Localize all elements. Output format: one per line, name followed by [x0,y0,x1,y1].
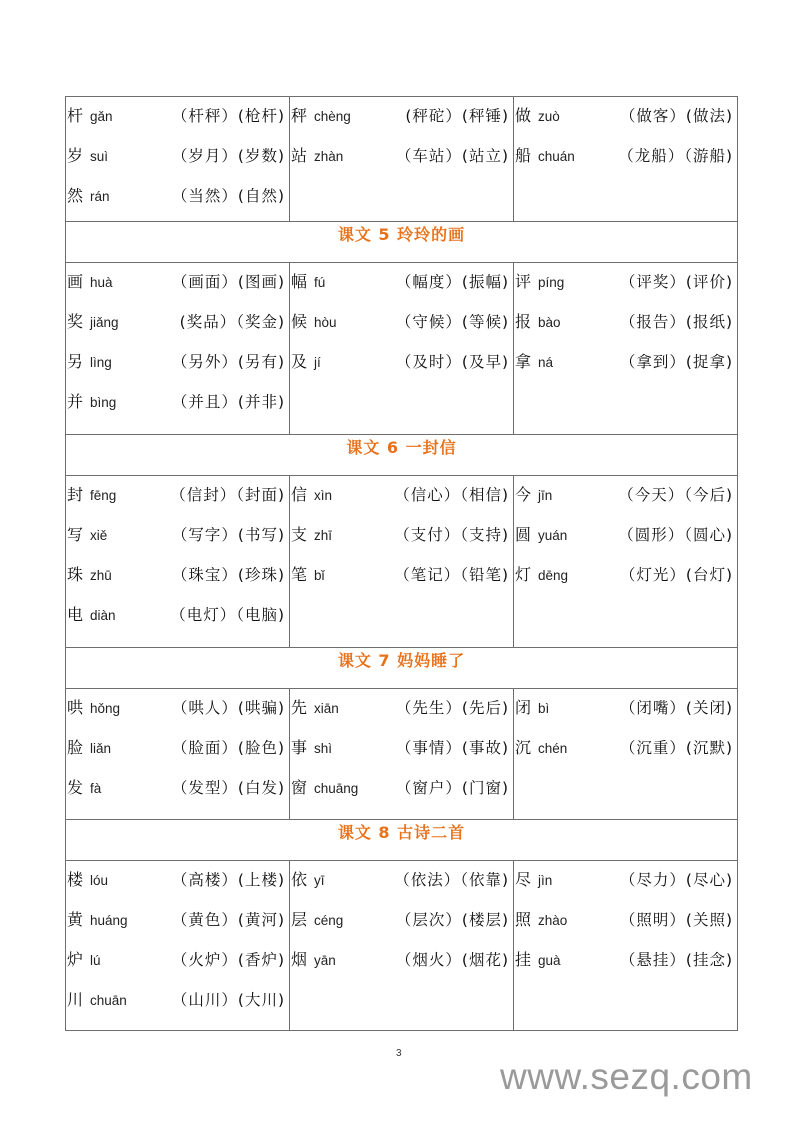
section-3-body [66,689,738,820]
character: 评 [515,272,532,291]
character: 发 [67,778,84,797]
pinyin: shì [314,741,333,756]
lesson-header [66,820,738,861]
word-examples: （今天）（今后) [618,486,733,504]
pinyin: jí [314,355,321,370]
vocab-entry [515,693,737,733]
pinyin: xiān [314,701,339,716]
word-examples: （哄人）(哄骗) [171,699,285,717]
pinyin: ná [538,355,554,370]
character: 做 [515,106,532,125]
character: 秤 [291,106,308,125]
vocab-entry [67,181,289,221]
lesson-title: 课文 8 古诗二首 [337,823,466,842]
character: 及 [291,352,308,371]
word-examples: （信封）（封面) [170,486,285,504]
section-0-body [66,97,738,222]
character: 杆 [67,106,84,125]
column-2 [290,476,514,648]
pinyin: chuāng [314,781,359,796]
vocab-entry [67,733,289,773]
vocab-entry [67,945,289,985]
pinyin: rán [90,189,110,204]
word-examples: （评奖）(评价) [619,273,733,291]
column-2 [290,97,514,222]
word-examples: (秤砣）(秤锤) [405,107,509,125]
word-examples: （龙船）（游船) [618,147,733,165]
word-examples: （脸面）(脸色) [171,739,285,757]
pinyin: lú [90,953,101,968]
vocab-entry [515,141,737,181]
lesson-title: 课文 7 妈妈睡了 [337,651,466,670]
word-examples: （当然）(自然) [171,187,285,205]
lesson-header [66,648,738,689]
word-examples: （圆形）（圆心) [618,526,733,544]
pinyin: gǎn [90,109,113,124]
pinyin: liǎn [90,741,112,756]
pinyin: hǒng [90,701,121,716]
character: 岁 [67,146,84,165]
character: 然 [67,186,84,205]
vocab-entry [291,267,513,307]
character: 照 [515,910,532,929]
pinyin: jīn [538,488,553,503]
pinyin: bìng [90,395,117,410]
word-examples: （电灯）（电脑) [170,606,285,624]
word-examples: （发型）(白发) [171,779,285,797]
column-2 [290,689,514,820]
character: 船 [515,146,532,165]
word-examples: （画面）(图画) [171,273,285,291]
character: 哄 [67,698,84,717]
pinyin: yī [314,873,325,888]
character: 并 [67,392,84,411]
vocab-entry [291,693,513,733]
vocab-entry [291,520,513,560]
vocab-entry [291,945,513,985]
character: 电 [67,605,84,624]
character: 幅 [291,272,308,291]
pinyin: chuān [90,993,127,1008]
pinyin: bào [538,315,561,330]
character: 候 [291,312,308,331]
vocab-entry [515,865,737,905]
vocab-entry [515,307,737,347]
pinyin: lìng [90,355,112,370]
word-examples: （先生）(先后) [395,699,509,717]
vocab-entry [515,347,737,387]
lesson-header [66,222,738,263]
pinyin: guà [538,953,561,968]
word-examples: （层次）(楼层) [395,911,509,929]
word-examples: （报告）(报纸) [619,313,733,331]
pinyin: suì [90,149,109,164]
character: 楼 [67,870,84,889]
vocab-entry [291,307,513,347]
vocab-entry [67,905,289,945]
character: 画 [67,272,84,291]
section-header-lesson-8 [66,820,738,861]
pinyin: xìn [314,488,333,503]
pinyin: chèng [314,109,351,124]
vocab-entry [67,347,289,387]
word-examples: （灯光）(台灯) [619,566,733,584]
character: 先 [291,698,308,717]
word-examples: （做客）(做法) [619,107,733,125]
character: 奖 [67,312,84,331]
column-3 [514,861,738,1031]
word-examples: (奖品）（奖金) [179,313,285,331]
word-examples: （岁月）(岁数) [171,147,285,165]
character: 支 [291,525,308,544]
character: 报 [515,312,532,331]
vocab-entry [291,480,513,520]
pinyin: yān [314,953,336,968]
section-header-lesson-6 [66,435,738,476]
pinyin: lóu [90,873,109,888]
character: 站 [291,146,308,165]
column-1 [66,97,290,222]
vocab-entry [67,101,289,141]
vocab-entry [67,307,289,347]
vocab-entry [515,945,737,985]
column-3 [514,689,738,820]
pinyin: huáng [90,913,128,928]
column-2 [290,861,514,1031]
vocab-entry [67,600,289,640]
pinyin: fēng [90,488,117,503]
character: 今 [515,485,532,504]
vocab-entry [67,520,289,560]
vocab-entry [67,560,289,600]
word-examples: （窗户）(门窗) [395,779,509,797]
pinyin: céng [314,913,344,928]
section-header-lesson-7 [66,648,738,689]
vocabulary-sheet [65,96,734,1031]
section-header-lesson-5 [66,222,738,263]
word-examples: （火炉）(香炉) [171,951,285,969]
column-3 [514,97,738,222]
vocab-entry [291,141,513,181]
pinyin: hòu [314,315,337,330]
character: 事 [291,738,308,757]
vocab-entry [67,480,289,520]
vocab-entry [67,141,289,181]
vocab-entry [291,733,513,773]
pinyin: yuán [538,528,568,543]
pinyin: píng [538,275,565,290]
word-examples: （信心）（相信) [394,486,509,504]
character: 炉 [67,950,84,969]
character: 层 [291,910,308,929]
pinyin: zhī [314,528,333,543]
pinyin: zhào [538,913,568,928]
pinyin: xiě [90,528,108,543]
character: 另 [67,352,84,371]
vocab-entry [515,520,737,560]
word-examples: （另外）(另有) [171,353,285,371]
word-examples: （闭嘴）(关闭) [619,699,733,717]
column-1 [66,689,290,820]
word-examples: （照明）(关照) [619,911,733,929]
vocab-entry [515,560,737,600]
word-examples: （尽力）(尽心) [619,871,733,889]
word-examples: （沉重）(沉默) [619,739,733,757]
character: 闭 [515,698,532,717]
vocab-entry [67,267,289,307]
vocab-entry [291,560,513,600]
word-examples: （依法）（依靠) [394,871,509,889]
character: 尽 [515,870,532,889]
word-examples: （拿到）(捉拿) [619,353,733,371]
pinyin: fà [90,781,102,796]
page-number: 3 [396,1048,402,1059]
word-examples: （高楼）(上楼) [171,871,285,889]
character: 窗 [291,778,308,797]
vocab-entry [515,480,737,520]
vocab-entry [291,865,513,905]
lesson-title: 课文 5 玲玲的画 [337,225,466,244]
word-examples: （事情）(事故) [395,739,509,757]
vocab-entry [67,773,289,813]
word-examples: （杆秤）(枪杆) [171,107,285,125]
vocab-entry [291,773,513,813]
word-examples: （珠宝）(珍珠) [171,566,285,584]
pinyin: huà [90,275,113,290]
vocab-entry [291,347,513,387]
word-examples: （并且）(并非) [171,393,285,411]
vocab-entry [291,905,513,945]
vocab-entry [67,387,289,427]
pinyin: chuán [538,149,575,164]
word-examples: （山川）(大川) [171,991,285,1009]
vocab-entry [291,101,513,141]
word-examples: （守候）(等候) [395,313,509,331]
character: 川 [67,990,84,1009]
vocab-entry [515,101,737,141]
character: 黄 [67,910,84,929]
pinyin: zuò [538,109,560,124]
pinyin: dēng [538,568,569,583]
character: 灯 [515,565,532,584]
character: 写 [67,525,84,544]
pinyin: jìn [538,873,553,888]
character: 依 [291,870,308,889]
lesson-header [66,435,738,476]
watermark: www.sezq.com [500,1056,753,1097]
pinyin: zhàn [314,149,344,164]
vocab-entry [67,693,289,733]
vocab-entry [515,267,737,307]
word-examples: （车站）(站立) [395,147,509,165]
vocabulary-table [65,96,738,1031]
pinyin: bì [538,701,550,716]
vocab-entry [67,865,289,905]
word-examples: （悬挂）(挂念) [619,951,733,969]
section-1-body [66,263,738,435]
pinyin: jiǎng [90,315,119,330]
character: 烟 [291,950,308,969]
vocab-entry [515,905,737,945]
vocab-entry [515,733,737,773]
section-4-body [66,861,738,1031]
column-1 [66,476,290,648]
character: 挂 [515,950,532,969]
character: 信 [291,485,308,504]
pinyin: chén [538,741,568,756]
character: 拿 [515,352,532,371]
character: 沉 [515,738,532,757]
character: 圆 [515,525,532,544]
column-2 [290,263,514,435]
word-examples: （及时）(及早) [395,353,509,371]
word-examples: （黄色）(黄河) [171,911,285,929]
word-examples: （幅度）(振幅) [395,273,509,291]
pinyin: fú [314,275,326,290]
lesson-title: 课文 6 一封信 [346,438,457,457]
column-1 [66,861,290,1031]
word-examples: （笔记）（铅笔) [394,566,509,584]
character: 珠 [67,565,84,584]
pinyin: bǐ [314,568,325,583]
column-3 [514,263,738,435]
character: 封 [67,485,84,504]
character: 脸 [67,738,84,757]
section-2-body [66,476,738,648]
pinyin: diàn [90,608,116,623]
word-examples: （写字）(书写) [171,526,285,544]
word-examples: （支付）（支持) [394,526,509,544]
vocab-entry [67,985,289,1025]
pinyin: zhū [90,568,112,583]
column-3 [514,476,738,648]
character: 笔 [291,565,308,584]
word-examples: （烟火）(烟花) [395,951,509,969]
column-1 [66,263,290,435]
